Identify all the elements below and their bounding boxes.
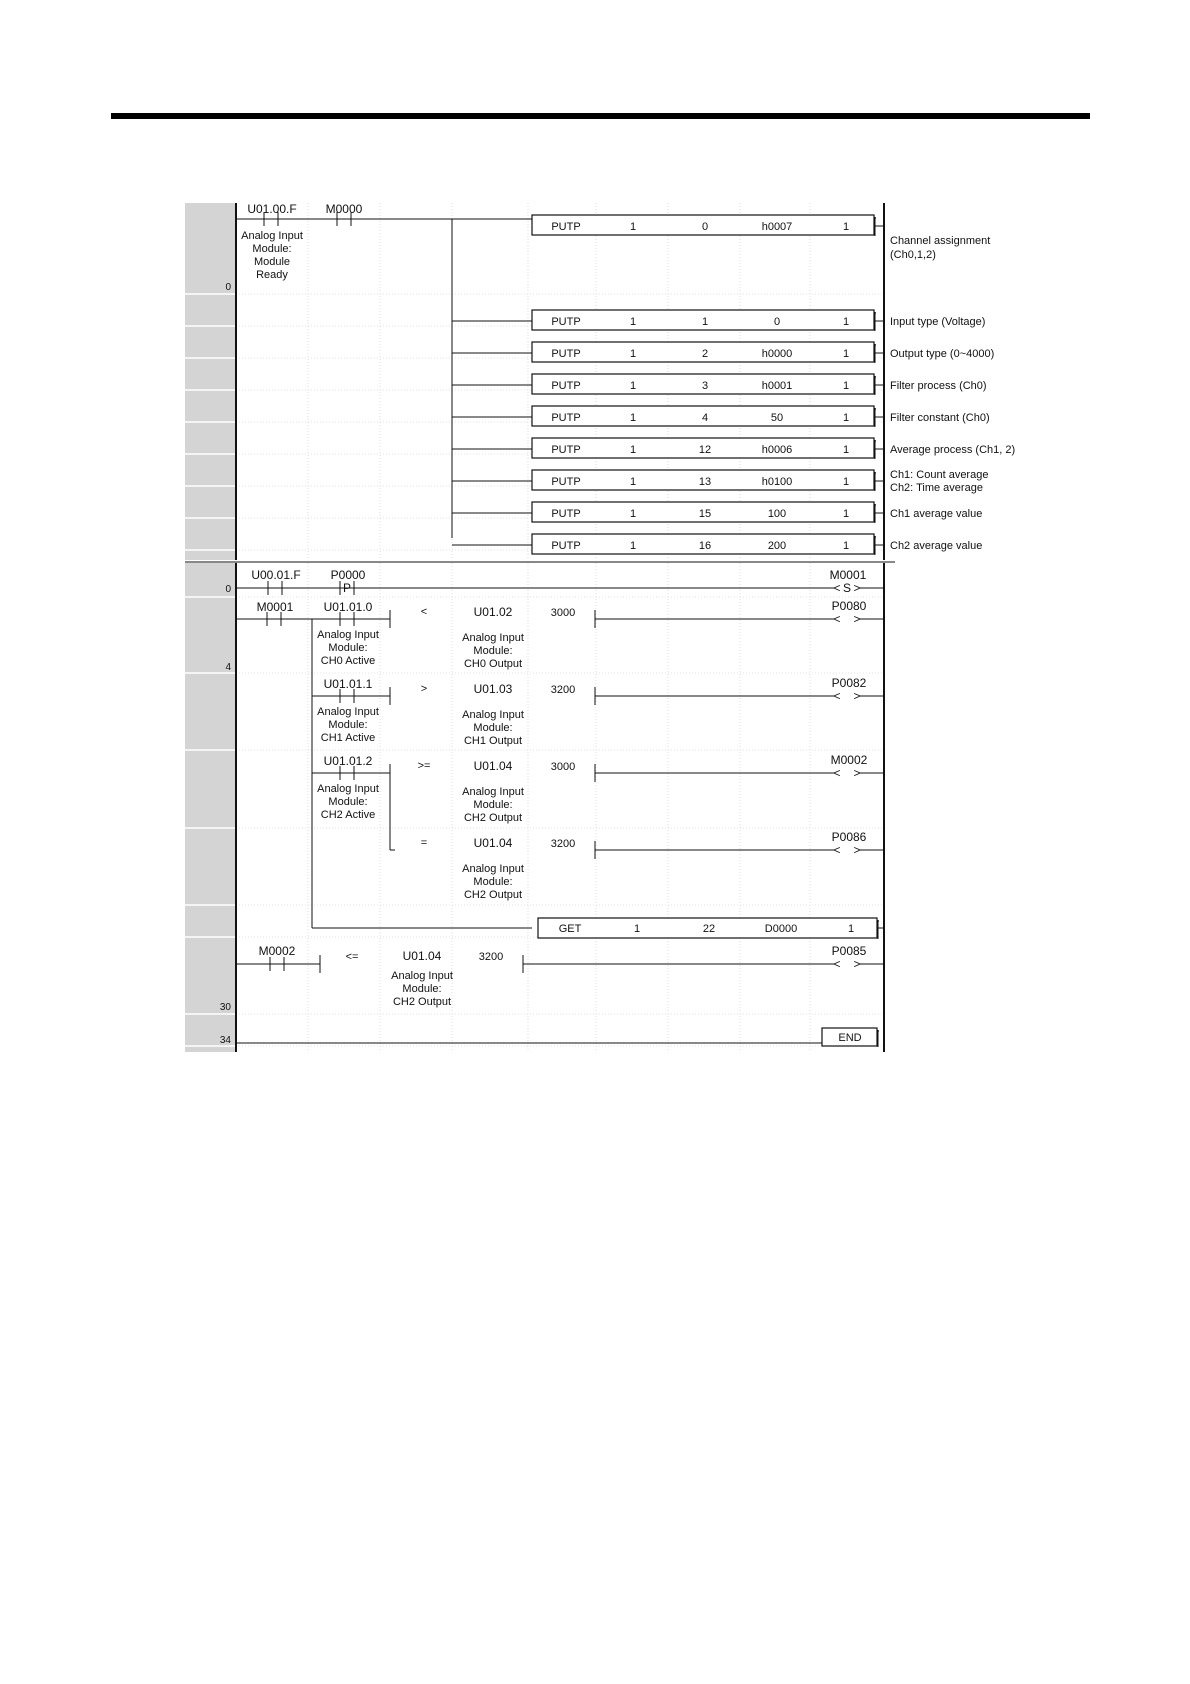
instruction-arg: h0007 (761, 221, 793, 233)
contact-comment: Ready (256, 269, 288, 281)
instruction-arg: 1 (842, 316, 850, 328)
instruction-arg: 1 (842, 348, 850, 360)
instruction-arg: 1 (633, 923, 641, 935)
operand-comment: Analog Input (462, 863, 524, 875)
contact-comment: Module: (328, 796, 368, 808)
instruction-arg: 1 (842, 540, 850, 552)
instruction-note: Input type (Voltage) (890, 316, 986, 328)
compare-value: 3200 (550, 838, 576, 850)
contact-label: U01.00.F (247, 202, 297, 216)
compare-value: 3000 (550, 607, 576, 619)
operand-comment: Analog Input (391, 970, 453, 982)
operand-comment: CH2 Output (463, 812, 523, 824)
operand-comment: CH2 Output (392, 996, 452, 1008)
instruction-arg: 1 (629, 380, 637, 392)
instruction-arg: 16 (698, 540, 712, 552)
coil-m0001-mark: S (842, 581, 852, 595)
instruction-arg: h0006 (761, 444, 793, 456)
instruction-op: PUTP (551, 412, 581, 424)
instruction-op: GET (558, 923, 582, 935)
rung-number: 0 (225, 282, 231, 293)
coil-right: > (853, 689, 861, 703)
instruction-op: PUTP (551, 316, 581, 328)
instruction-arg: 100 (767, 508, 787, 520)
instruction-arg: 1 (842, 380, 850, 392)
instruction-note: Ch2 average value (890, 540, 983, 552)
coil-label: P0086 (831, 830, 867, 844)
compare-op: <= (345, 951, 359, 963)
contact-comment: Module: (252, 243, 292, 255)
coil-left: < (833, 689, 841, 703)
compare-operand: U01.04 (402, 949, 442, 963)
coil-label: P0082 (831, 676, 867, 690)
operand-comment: CH2 Output (463, 889, 523, 901)
instruction-note: Ch1 average value (890, 508, 983, 520)
coil-m0001-left: < (833, 581, 841, 595)
coil-right: > (853, 766, 861, 780)
contact-label: M0000 (325, 202, 363, 216)
instruction-arg: 2 (701, 348, 709, 360)
instruction-arg: 1 (629, 412, 637, 424)
instruction-arg: 1 (629, 444, 637, 456)
contact-comment: CH1 Active (320, 732, 376, 744)
operand-comment: Analog Input (462, 632, 524, 644)
contact-comment: Analog Input (317, 706, 379, 718)
instruction-note: Filter process (Ch0) (890, 380, 987, 392)
instruction-arg: 1 (629, 540, 637, 552)
compare-value: 3200 (550, 684, 576, 696)
coil-right: > (853, 843, 861, 857)
instruction-note: (Ch0,1,2) (890, 249, 936, 261)
instruction-arg: 1 (629, 221, 637, 233)
contact-comment: CH0 Active (320, 655, 376, 667)
operand-comment: Module: (402, 983, 442, 995)
instruction-op: PUTP (551, 476, 581, 488)
compare-value: 3000 (550, 761, 576, 773)
coil-right: > (853, 612, 861, 626)
contact-comment: CH2 Active (320, 809, 376, 821)
instruction-op: PUTP (551, 508, 581, 520)
instruction-op: PUTP (551, 221, 581, 233)
contact-label: P0000 (330, 568, 366, 582)
compare-operand: U01.04 (473, 836, 513, 850)
instruction-arg: 50 (770, 412, 784, 424)
instruction-note: Average process (Ch1, 2) (890, 444, 1016, 456)
contact-label: U00.01.F (251, 568, 301, 582)
operand-comment: Module: (473, 645, 513, 657)
instruction-arg: D0000 (764, 923, 798, 935)
operand-comment: Module: (473, 799, 513, 811)
contact-comment: Module: (328, 719, 368, 731)
instruction-arg: 4 (701, 412, 709, 424)
instruction-op: PUTP (551, 444, 581, 456)
contact-label: M0001 (256, 600, 294, 614)
contact-label: M0002 (258, 944, 296, 958)
instruction-arg: 1 (847, 923, 855, 935)
contact-label: U01.01.2 (323, 754, 373, 768)
instruction-arg: 200 (767, 540, 787, 552)
coil-p0085-left: < (833, 957, 841, 971)
coil-p0085-right: > (853, 957, 861, 971)
operand-comment: CH0 Output (463, 658, 523, 670)
contact-comment: Analog Input (317, 783, 379, 795)
compare-op: < (420, 606, 428, 618)
instruction-arg: 1 (842, 221, 850, 233)
row-gutter-2 (185, 563, 236, 1052)
instruction-arg: 1 (842, 476, 850, 488)
compare-op: = (420, 837, 428, 849)
compare-operand: U01.02 (473, 605, 513, 619)
instruction-arg: 0 (773, 316, 781, 328)
instruction-arg: h0000 (761, 348, 793, 360)
operand-comment: Module: (473, 722, 513, 734)
contact-label: U01.01.1 (323, 677, 373, 691)
instruction-op: PUTP (551, 380, 581, 392)
instruction-arg: 13 (698, 476, 712, 488)
ladder-content (185, 202, 1015, 1052)
instruction-arg: 1 (629, 508, 637, 520)
row-gutter-1 (185, 203, 236, 560)
instruction-arg: 1 (842, 412, 850, 424)
coil-label: P0085 (831, 944, 867, 958)
coil-left: < (833, 766, 841, 780)
coil-label: P0080 (831, 599, 867, 613)
instruction-arg: 22 (702, 923, 716, 935)
coil-left: < (833, 843, 841, 857)
compare-operand: U01.04 (473, 759, 513, 773)
instruction-note: Channel assignment (890, 235, 991, 247)
operand-comment: Analog Input (462, 786, 524, 798)
compare-op: >= (417, 760, 431, 772)
contact-label: U01.01.0 (323, 600, 373, 614)
instruction-note: Ch2: Time average (890, 482, 983, 494)
instruction-arg: 1 (629, 476, 637, 488)
contact-comment: Module: (328, 642, 368, 654)
compare-value: 3200 (478, 951, 504, 963)
instruction-arg: 1 (629, 316, 637, 328)
instruction-op: PUTP (551, 540, 581, 552)
compare-op: > (420, 683, 428, 695)
instruction-arg: h0001 (761, 380, 793, 392)
instruction-arg: 3 (701, 380, 709, 392)
coil-m0001-right: > (853, 581, 861, 595)
coil-left: < (833, 612, 841, 626)
end-label: END (838, 1032, 862, 1044)
instruction-arg: 12 (698, 444, 712, 456)
coil-label: M0002 (830, 753, 868, 767)
rung-number: 34 (219, 1035, 231, 1046)
instruction-arg: 15 (698, 508, 712, 520)
rung-number: 30 (219, 1002, 231, 1013)
operand-comment: Module: (473, 876, 513, 888)
instruction-arg: 0 (701, 221, 709, 233)
operand-comment: CH1 Output (463, 735, 523, 747)
pulse-mark: P (342, 581, 352, 595)
instruction-arg: 1 (842, 444, 850, 456)
operand-comment: Analog Input (462, 709, 524, 721)
contact-comment: Analog Input (241, 230, 303, 242)
instruction-note: Ch1: Count average (890, 469, 989, 481)
instruction-arg: h0100 (761, 476, 793, 488)
instruction-note: Output type (0~4000) (890, 348, 995, 360)
instruction-arg: 1 (701, 316, 709, 328)
contact-comment: Analog Input (317, 629, 379, 641)
coil-label: M0001 (829, 568, 867, 582)
rung-number: 0 (225, 584, 231, 595)
instruction-op: PUTP (551, 348, 581, 360)
contact-comment: Module (253, 256, 291, 268)
compare-operand: U01.03 (473, 682, 513, 696)
rung-number: 4 (225, 662, 231, 673)
instruction-arg: 1 (842, 508, 850, 520)
instruction-arg: 1 (629, 348, 637, 360)
instruction-note: Filter constant (Ch0) (890, 412, 990, 424)
